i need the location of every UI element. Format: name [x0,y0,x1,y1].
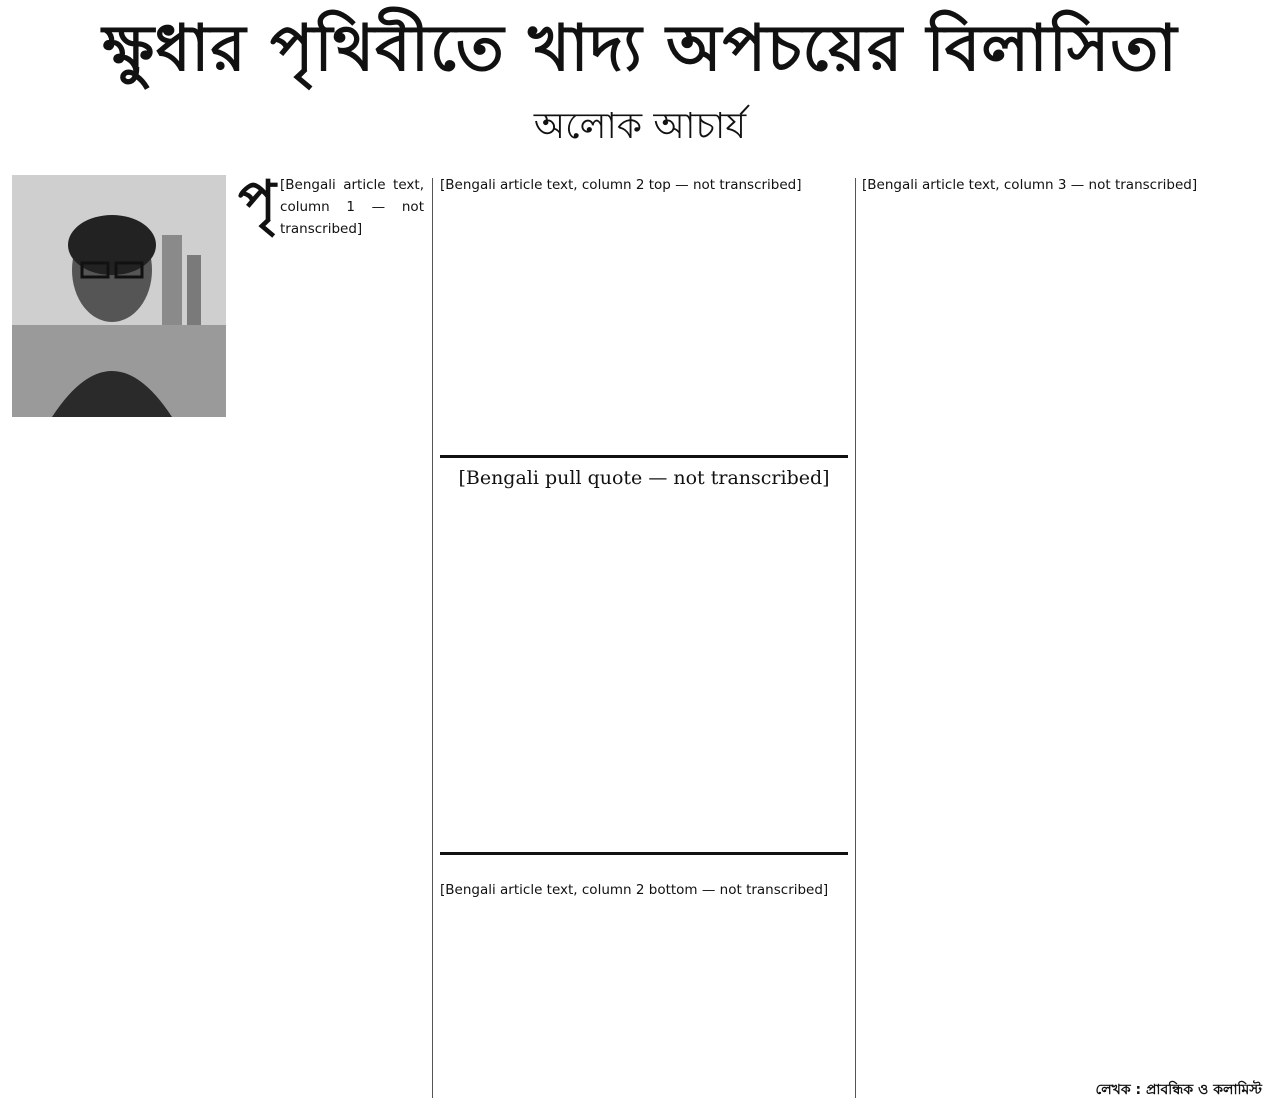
pull-quote-rule-bottom [440,852,848,855]
article-column-3 [862,175,1270,1095]
paragraph: [Bengali article text, column 2 bottom — not transcribed] [440,882,829,898]
column-2-bottom-text [440,880,848,902]
column-3-text [862,175,1270,197]
pull-quote: [Bengali pull quote — not transcribed] [458,467,830,489]
paragraph: [Bengali article text, column 1 — not transcribed] [280,177,424,237]
article-column-1 [12,175,424,1095]
byline: অলোক আচার্য [533,106,747,147]
author-photo [12,175,226,417]
column-divider [855,178,856,1098]
paragraph: [Bengali article text, column 3 — not transcribed] [862,177,1198,193]
headline: ক্ষুধার পৃথিবীতে খাদ্য অপচয়ের বিলাসিতা [102,12,1178,86]
article-column-2-bottom [440,880,848,1100]
paragraph: [Bengali article text, column 2 top — not transcribed] [440,177,802,193]
author-note: লেখক : প্রাবন্ধিক ও কলামিস্ট [1095,1082,1262,1098]
column-2-top-text [440,175,848,445]
column-divider [432,178,433,1098]
drop-cap: পৃ [238,175,277,234]
pull-quote-rule-top [440,455,848,458]
